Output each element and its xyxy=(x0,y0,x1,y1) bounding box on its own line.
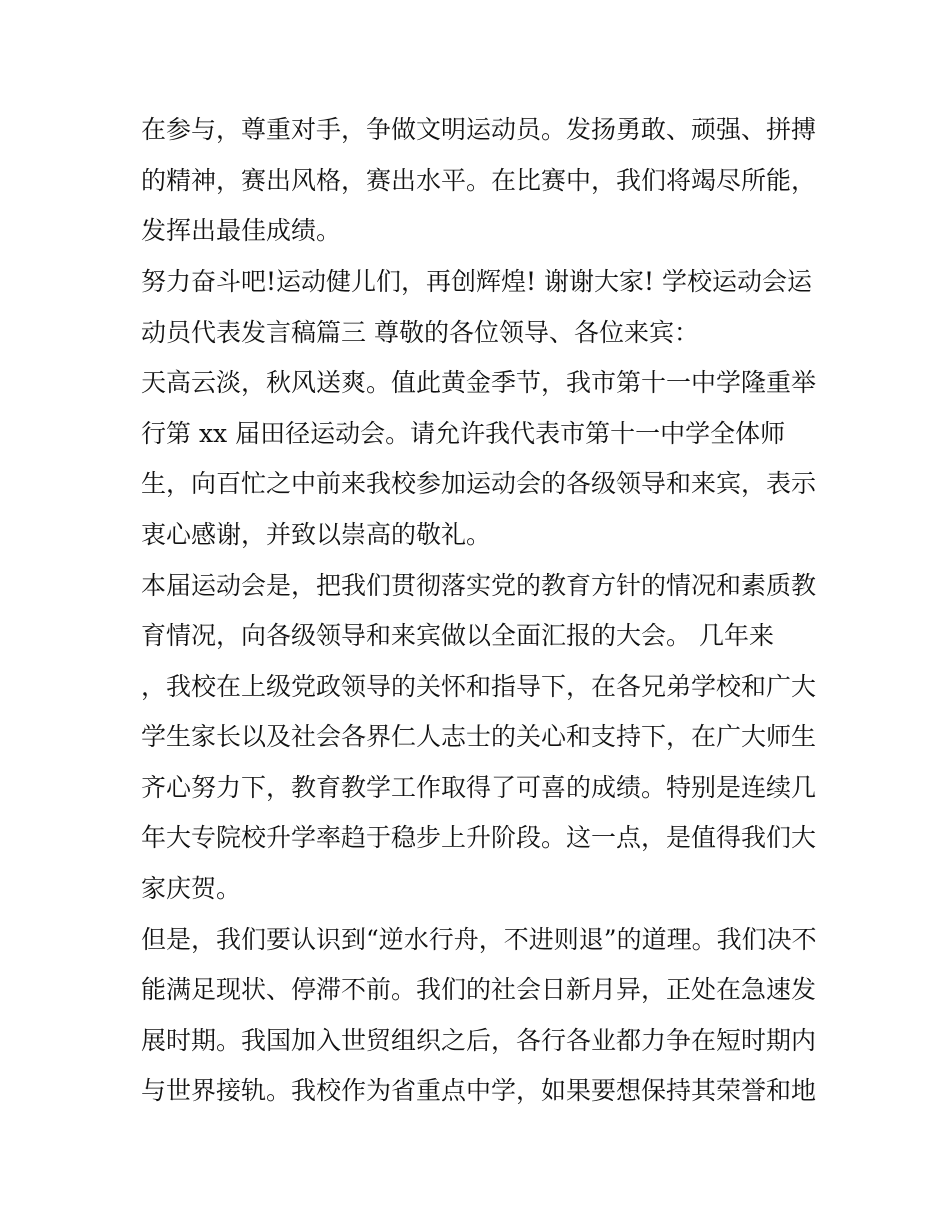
text-line: 生，向百忙之中前来我校参加运动会的各级领导和来宾，表示 xyxy=(141,469,817,498)
text-line: 齐心努力下，教育教学工作取得了可喜的成绩。特别是连续几 xyxy=(141,773,817,802)
text-line: 本届运动会是，把我们贯彻落实党的教育方针的情况和素质教 xyxy=(141,571,817,600)
text-line: 家庆贺。 xyxy=(141,874,242,903)
text-line: 育情况，向各级领导和来宾做以全面汇报的大会。 几年来 xyxy=(141,621,774,650)
text-line: 年大专院校升学率趋于稳步上升阶段。这一点，是值得我们大 xyxy=(141,823,817,852)
text-line: 与世界接轨。我校作为省重点中学，如果要想保持其荣誉和地 xyxy=(141,1076,817,1105)
text-line: 行第 xx 届田径运动会。请允许我代表市第十一中学全体师 xyxy=(141,419,786,448)
text-line: 衷心感谢，并致以崇高的敬礼。 xyxy=(141,520,492,549)
text-line: 在参与，尊重对手，争做文明运动员。发扬勇敢、顽强、拼搏 xyxy=(141,115,817,144)
text-line: 学生家长以及社会各界仁人志士的关心和支持下，在广大师生 xyxy=(141,722,817,751)
text-line: 能满足现状、停滞不前。我们的社会日新月异，正处在急速发 xyxy=(141,975,817,1004)
text-line: 动员代表发言稿篇三 尊敬的各位领导、各位来宾： xyxy=(141,318,699,347)
text-line: 展时期。我国加入世贸组织之后，各行各业都力争在短时期内 xyxy=(141,1026,817,1055)
text-line: 的精神，赛出风格，赛出水平。在比赛中，我们将竭尽所能， xyxy=(141,166,817,195)
text-line: 努力奋斗吧!运动健儿们，再创辉煌! 谢谢大家! 学校运动会运 xyxy=(141,267,813,296)
text-line: ，我校在上级党政领导的关怀和指导下，在各兄弟学校和广大 xyxy=(141,672,817,701)
text-line: 但是，我们要认识到“逆水行舟，不进则退”的道理。我们决不 xyxy=(141,925,817,954)
text-line: 发挥出最佳成绩。 xyxy=(141,216,342,245)
text-line: 天高云淡，秋风送爽。值此黄金季节，我市第十一中学隆重举 xyxy=(141,368,817,397)
